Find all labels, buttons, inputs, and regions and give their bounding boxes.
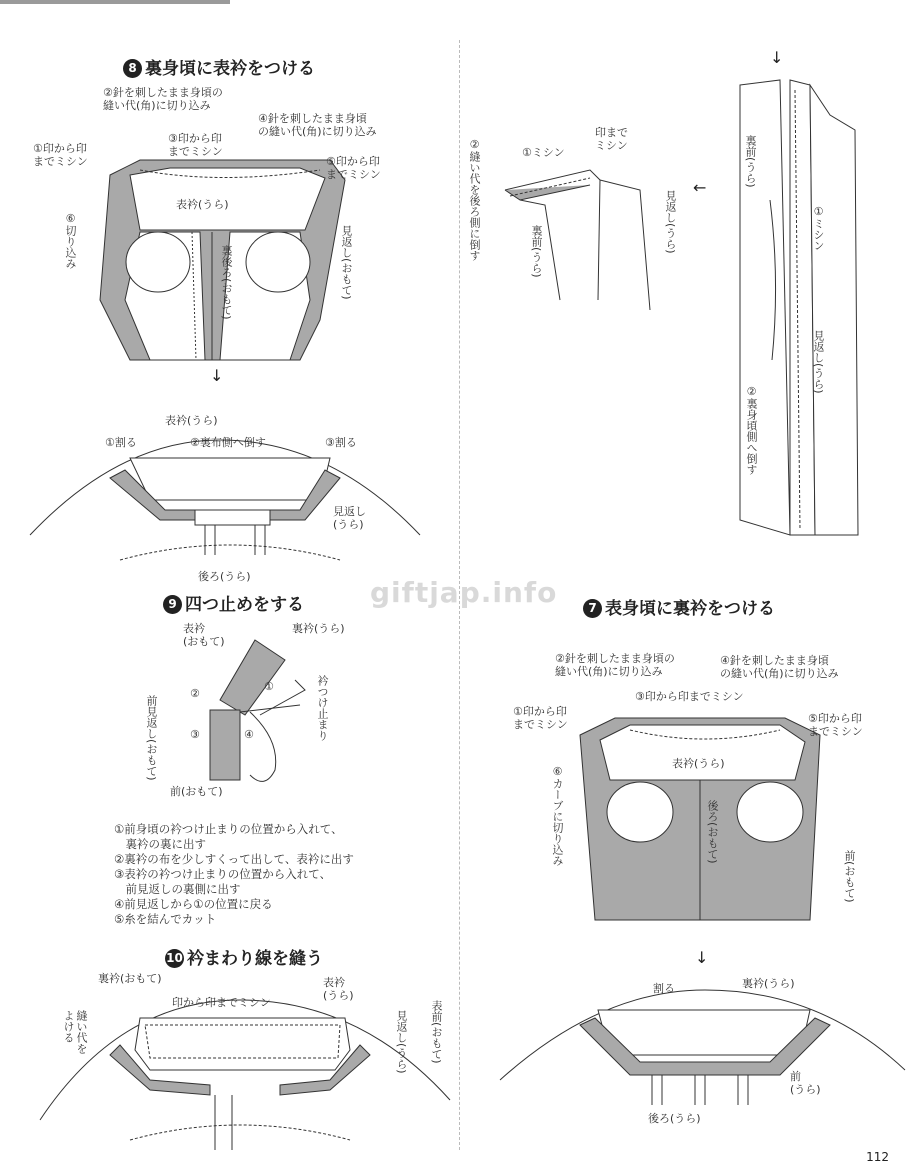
step7-label-front: 前(おもて) bbox=[843, 850, 856, 903]
step9-instruction: ②裏衿の布を少しすくって出して、表衿に出す bbox=[114, 852, 354, 866]
step7-b-back: 後ろ(うら) bbox=[648, 1112, 701, 1125]
step8-b-label-3: ③割る bbox=[325, 436, 357, 449]
step9-heading bbox=[163, 590, 304, 615]
step7-label-6: ⑥カーブに切り込み bbox=[551, 765, 564, 866]
step10-label-outer-collar: 表衿 (うら) bbox=[323, 976, 354, 1002]
step7-title: 表身頃に裏衿をつける bbox=[605, 599, 775, 619]
right-label-lining-front: 裏前(うら) bbox=[530, 225, 543, 278]
step7-label-collar: 表衿(うら) bbox=[672, 757, 725, 770]
step7-label-5: ⑤印から印 までミシン bbox=[808, 712, 863, 738]
step9-label-outer-collar: 表衿 (おもて) bbox=[183, 622, 225, 648]
right-label-facing-2: 見返し(うら) bbox=[812, 330, 825, 394]
step10-label-outer-front: 表前(おもて) bbox=[430, 1000, 443, 1064]
step10-diagram bbox=[40, 1000, 450, 1150]
step9-instruction: 前見返しの裏側に出す bbox=[114, 882, 241, 896]
step7-top-diagram bbox=[580, 718, 820, 920]
right-label-seam-back: ②縫い代を後ろ側に倒す bbox=[468, 138, 481, 261]
step9-instruction: ③表衿の衿つけ止まりの位置から入れて、 bbox=[114, 867, 332, 881]
step9-label-under-collar: 裏衿(うら) bbox=[292, 622, 345, 635]
step9-instruction: 裏衿の裏に出す bbox=[114, 837, 206, 851]
down-arrow-icon: ↓ bbox=[695, 948, 709, 967]
step9-label-front-facing: 前見返し(おもて) bbox=[145, 695, 158, 781]
step8-label-facing: 見返し(おもて) bbox=[340, 225, 353, 300]
step8-title: 裏身頃に表衿をつける bbox=[145, 59, 315, 79]
step9-title: 四つ止めをする bbox=[185, 595, 304, 615]
step8-b-label-1: ①割る bbox=[105, 436, 137, 449]
page-number: 112 bbox=[866, 1150, 889, 1164]
left-arrow-icon: ← bbox=[693, 178, 707, 197]
step8-heading bbox=[123, 54, 315, 79]
step10-number: 10 bbox=[165, 949, 184, 968]
right-top-left-diagram bbox=[505, 170, 650, 310]
step8-label-4: ④針を刺したまま身頃 の縫い代(角)に切り込み bbox=[258, 112, 377, 138]
step8-label-5: ⑤印から印 までミシン bbox=[326, 155, 381, 181]
step9-instructions bbox=[114, 822, 354, 927]
step8-b-facing: 見返し (うら) bbox=[333, 505, 366, 531]
right-label-facing: 見返し(うら) bbox=[664, 190, 677, 254]
right-label-press-lining: ②裏身頃側へ倒す bbox=[745, 385, 758, 475]
step9-label-front: 前(おもて) bbox=[170, 785, 223, 798]
watermark: giftjap.info bbox=[370, 576, 558, 609]
step9-num-2: ② bbox=[190, 687, 200, 700]
step7-b-press: 割る bbox=[653, 982, 675, 995]
right-label-stitch-1: ①ミシン bbox=[522, 146, 565, 159]
step8-number: 8 bbox=[123, 59, 142, 78]
step7-label-3: ③印から印までミシン bbox=[635, 690, 744, 703]
step10-label-stitch: 印から印までミシン bbox=[172, 996, 271, 1009]
step7-label-back: 後ろ(おもて) bbox=[706, 800, 719, 864]
right-label-stitch-2: ①ミシン bbox=[812, 205, 825, 251]
step10-label-facing: 見返し(うら) bbox=[395, 1010, 408, 1074]
step8-label-3: ③印から印 までミシン bbox=[168, 132, 223, 158]
step8-label-1: ①印から印 までミシン bbox=[33, 142, 88, 168]
step9-number: 9 bbox=[163, 595, 182, 614]
step8-bottom-diagram bbox=[30, 440, 420, 560]
step8-label-collar: 表衿(うら) bbox=[176, 198, 229, 211]
step7-number: 7 bbox=[583, 599, 602, 618]
step9-instruction: ⑤糸を結んでカット bbox=[114, 912, 217, 926]
step8-b-back: 後ろ(うら) bbox=[198, 570, 251, 583]
step7-bottom-diagram bbox=[500, 990, 905, 1105]
step7-heading bbox=[583, 594, 775, 619]
step9-num-1: ① bbox=[264, 680, 274, 693]
right-label-lining-front-2: 裏前(うら) bbox=[744, 135, 757, 188]
step7-label-2: ②針を刺したまま身頃の 縫い代(角)に切り込み bbox=[555, 652, 675, 678]
right-label-stitch-to-mark: 印まで ミシン bbox=[595, 126, 628, 152]
down-arrow-icon: ↓ bbox=[770, 48, 784, 67]
step7-b-front: 前 (うら) bbox=[790, 1070, 821, 1096]
step9-instruction: ④前見返しから①の位置に戻る bbox=[114, 897, 273, 911]
step8-label-2: ②針を刺したまま身頃の 縫い代(角)に切り込み bbox=[103, 86, 223, 112]
step8-b-collar: 表衿(うら) bbox=[165, 414, 218, 427]
step7-label-1: ①印から印 までミシン bbox=[513, 705, 568, 731]
step7-b-under-collar: 裏衿(うら) bbox=[742, 977, 795, 990]
step9-diagram bbox=[210, 640, 305, 781]
step10-label-seam: 縫い代を よける bbox=[62, 1010, 88, 1054]
step9-num-3: ③ bbox=[190, 728, 200, 741]
step7-label-4: ④針を刺したまま身頃 の縫い代(角)に切り込み bbox=[720, 654, 839, 680]
step9-instruction: ①前身頃の衿つけ止まりの位置から入れて、 bbox=[114, 822, 343, 836]
step10-title: 衿まわり線を縫う bbox=[187, 949, 323, 969]
step8-label-back: 裏後ろ(おもて) bbox=[220, 245, 233, 320]
step9-num-4: ④ bbox=[244, 728, 254, 741]
step8-label-6: ⑥切り込み bbox=[64, 212, 77, 269]
step9-label-collar-stop: 衿つけ止まり bbox=[316, 675, 329, 741]
step10-label-under-collar: 裏衿(おもて) bbox=[98, 972, 162, 985]
step8-b-label-2: ②裏布側へ倒す bbox=[190, 436, 266, 449]
down-arrow-icon: ↓ bbox=[210, 366, 224, 385]
step10-heading bbox=[165, 944, 323, 969]
